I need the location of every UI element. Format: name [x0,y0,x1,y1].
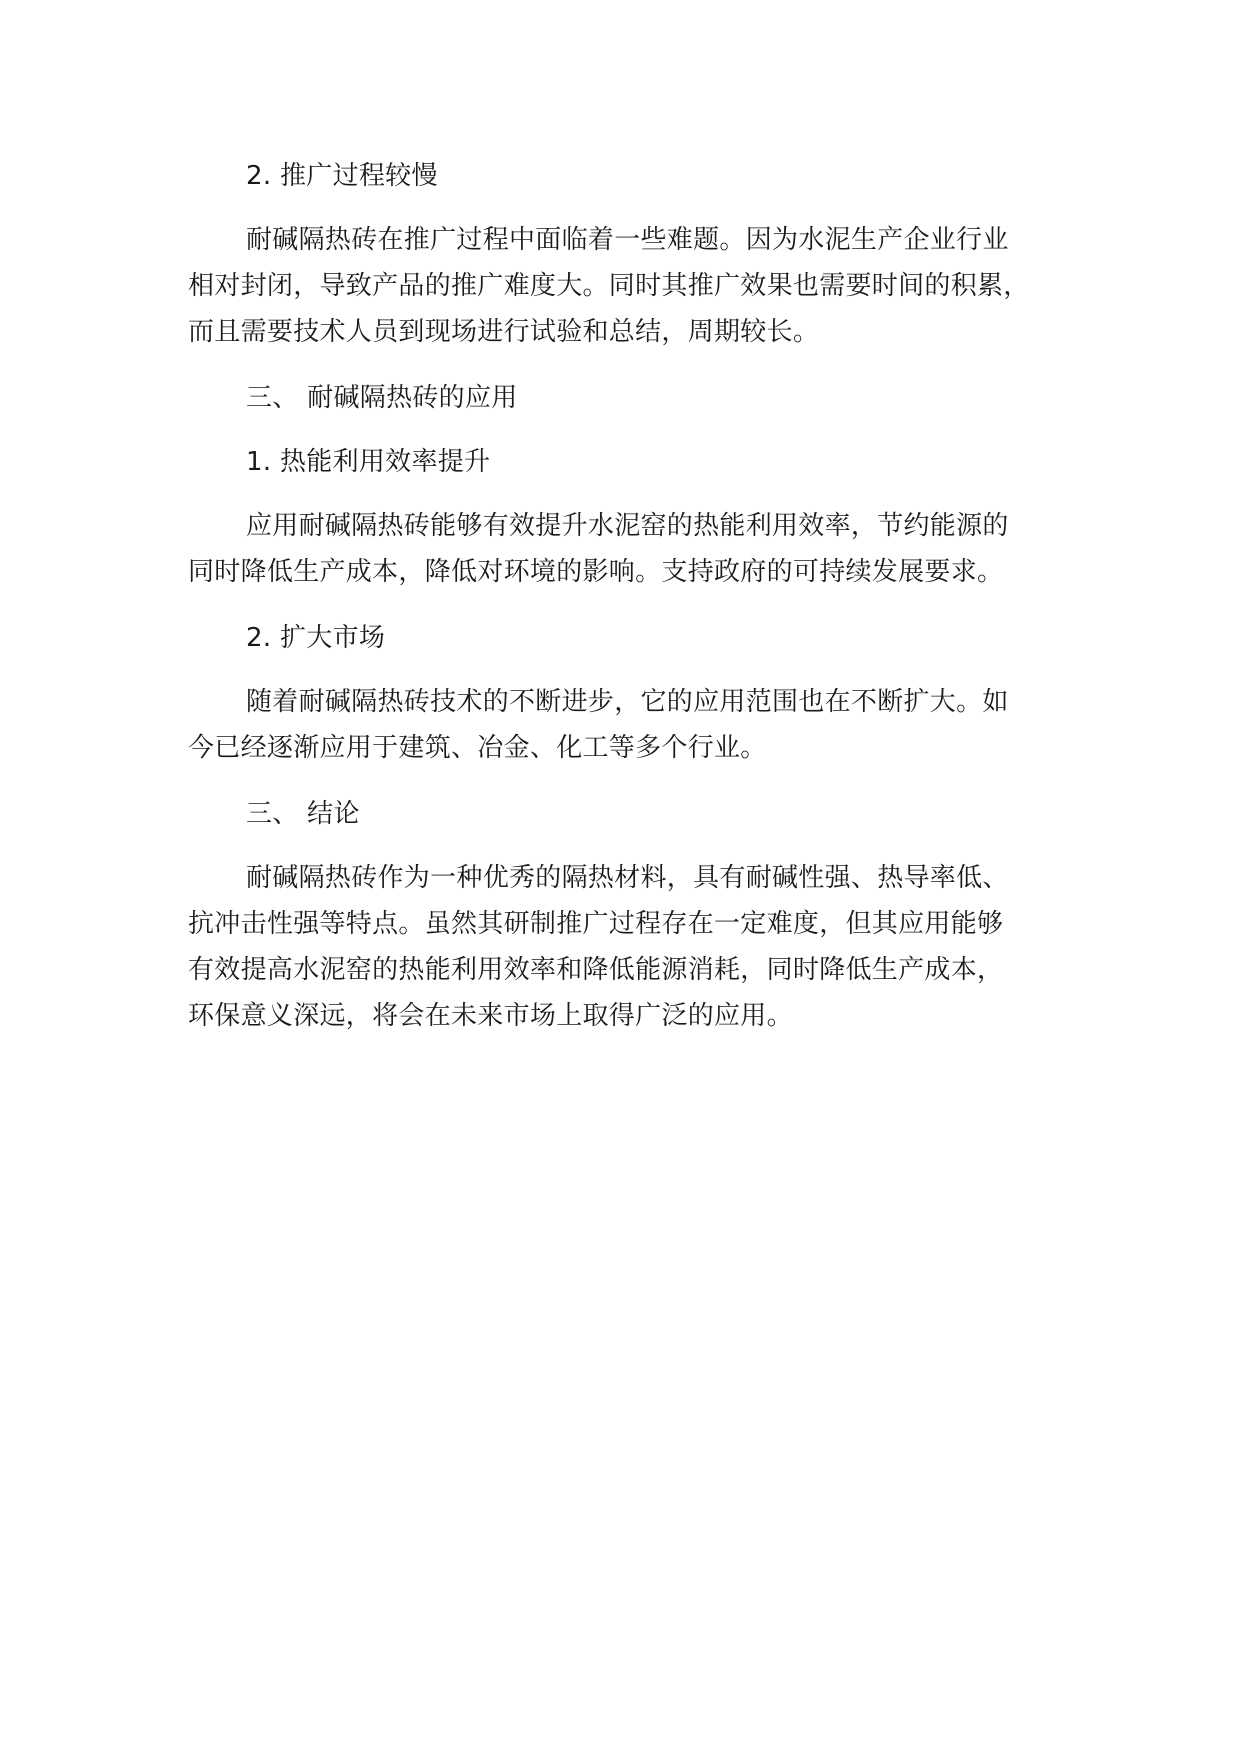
paragraph-line: 应用耐碱隔热砖能够有效提升水泥窑的热能利用效率，节约能源的 [246,511,1009,541]
paragraph-line: 而且需要技术人员到现场进行试验和总结，周期较长。 [188,317,820,347]
paragraph-line: 相对封闭，导致产品的推广难度大。同时其推广效果也需要时间的积累， [188,271,1030,301]
paragraph-line: 耐碱隔热砖作为一种优秀的隔热材料，具有耐碱性强、热导率低、 [246,863,1009,893]
paragraph-line: 今已经逐渐应用于建筑、冶金、化工等多个行业。 [188,733,767,763]
paragraph-line: 抗冲击性强等特点。虽然其研制推广过程存在一定难度，但其应用能够 [188,909,1004,939]
section-heading-conclusion: 三、 结论 [246,799,360,829]
paragraph-line: 同时降低生产成本，降低对环境的影响。支持政府的可持续发展要求。 [188,557,1004,587]
paragraph-line: 环保意义深远，将会在未来市场上取得广泛的应用。 [188,1001,793,1031]
section-heading-market: 2. 扩大市场 [246,623,386,653]
section-heading-efficiency: 1. 热能利用效率提升 [246,447,491,477]
section-heading-application: 三、 耐碱隔热砖的应用 [246,383,518,413]
section-heading-promotion-slow: 2. 推广过程较慢 [246,161,438,191]
paragraph-line: 耐碱隔热砖在推广过程中面临着一些难题。因为水泥生产企业行业 [246,225,1009,255]
paragraph-line: 随着耐碱隔热砖技术的不断进步，它的应用范围也在不断扩大。如 [246,687,1009,717]
paragraph-line: 有效提高水泥窑的热能利用效率和降低能源消耗，同时降低生产成本， [188,955,1004,985]
